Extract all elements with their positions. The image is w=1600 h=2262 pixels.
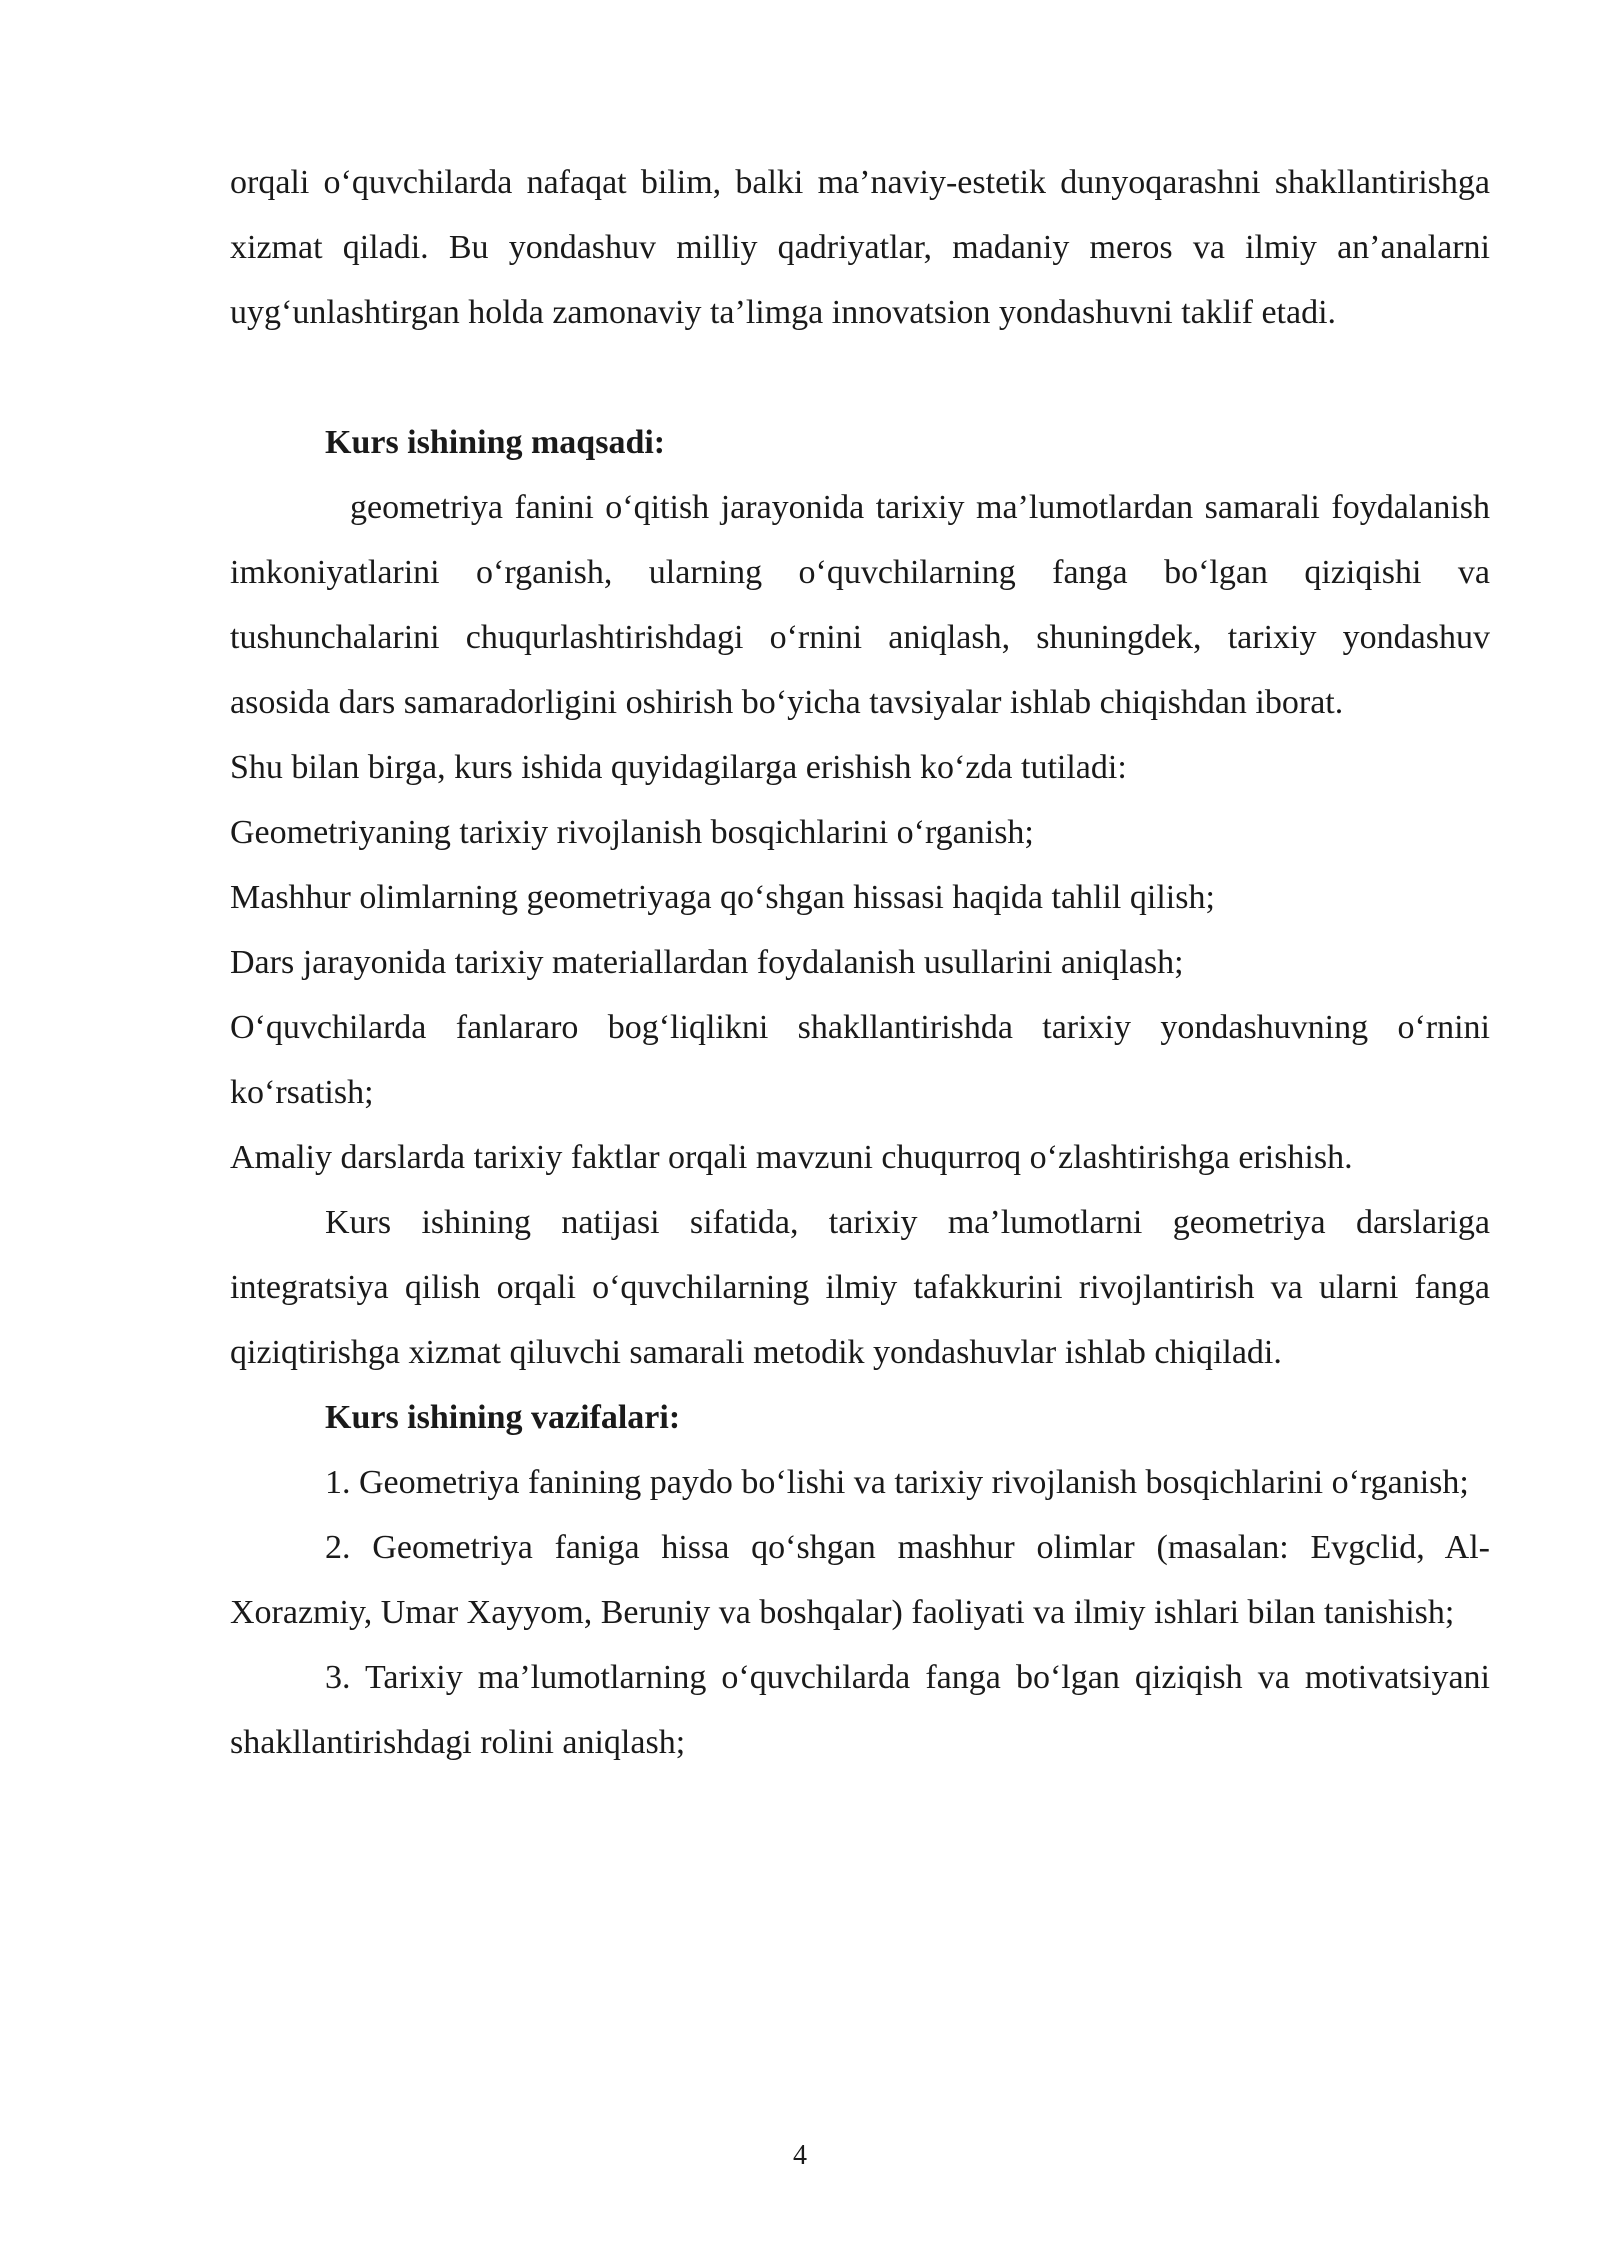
paragraph-gap	[230, 345, 1490, 410]
list-item: Mashhur olimlarning geometriyaga qo‘shgan hissasi haqida tahlil qilish;	[230, 879, 1215, 916]
list-item: Amaliy darslarda tarixiy faktlar orqali mavzuni chuqurroq o‘zlashtirishga erishish.	[230, 1139, 1353, 1176]
result-paragraph: Kurs ishining natijasi sifatida, tarixiy ma’lumotlarni geometriya darslariga integratsiya qilish orqali o‘quvchilarning ilmiy tafakkurini rivojlantirish va ularni fanga qiziqtirishga xizmat qiluvchi samarali metodik yondashuvlar ishlab chiqiladi.	[230, 1204, 1490, 1371]
page-number: 4	[793, 2140, 807, 2171]
task-item: 1. Geometriya fanining paydo bo‘lishi va tarixiy rivojlanish bosqichlarini o‘rganish;	[325, 1464, 1469, 1501]
list-item: O‘quvchilarda fanlararo bog‘liqlikni shakllantirishda tarixiy yondashuvning o‘rnini ko‘rsatish;	[230, 1009, 1490, 1111]
tasks-heading: Kurs ishining vazifalari:	[325, 1399, 681, 1436]
list-item: Geometriyaning tarixiy rivojlanish bosqichlarini o‘rganish;	[230, 814, 1034, 851]
also-intro: Shu bilan birga, kurs ishida quyidagilarga erishish ko‘zda tutiladi:	[230, 749, 1127, 786]
intro-paragraph: orqali o‘quvchilarda nafaqat bilim, balki ma’naviy-estetik dunyoqarashni shakllantirishga xizmat qiladi. Bu yondashuv milliy qadriyatlar, madaniy meros va ilmiy an’analarni uyg‘unlashtirgan holda zamonaviy ta’limga innovatsion yondashuvni taklif etadi.	[230, 164, 1490, 331]
document-page	[230, 150, 1490, 1775]
goal-heading: Kurs ishining maqsadi:	[325, 424, 666, 461]
goal-paragraph: geometriya fanini o‘qitish jarayonida tarixiy ma’lumotlardan samarali foydalanish imkoniyatlarini o‘rganish, ularning o‘quvchilarning fanga bo‘lgan qiziqishi va tushunchalarini chuqurlashtirishdagi o‘rnini aniqlash, shuningdek, tarixiy yondashuv asosida dars samaradorligini oshirish bo‘yicha tavsiyalar ishlab chiqishdan iborat.	[230, 489, 1490, 721]
task-item: 2. Geometriya faniga hissa qo‘shgan mashhur olimlar (masalan: Evgclid, Al-Xorazmiy, Umar Xayyom, Beruniy va boshqalar) faoliyati va ilmiy ishlari bilan tanishish;	[230, 1529, 1490, 1631]
task-item: 3. Tarixiy ma’lumotlarning o‘quvchilarda fanga bo‘lgan qiziqish va motivatsiyani shakllantirishdagi rolini aniqlash;	[230, 1659, 1490, 1761]
list-item: Dars jarayonida tarixiy materiallardan foydalanish usullarini aniqlash;	[230, 944, 1184, 981]
